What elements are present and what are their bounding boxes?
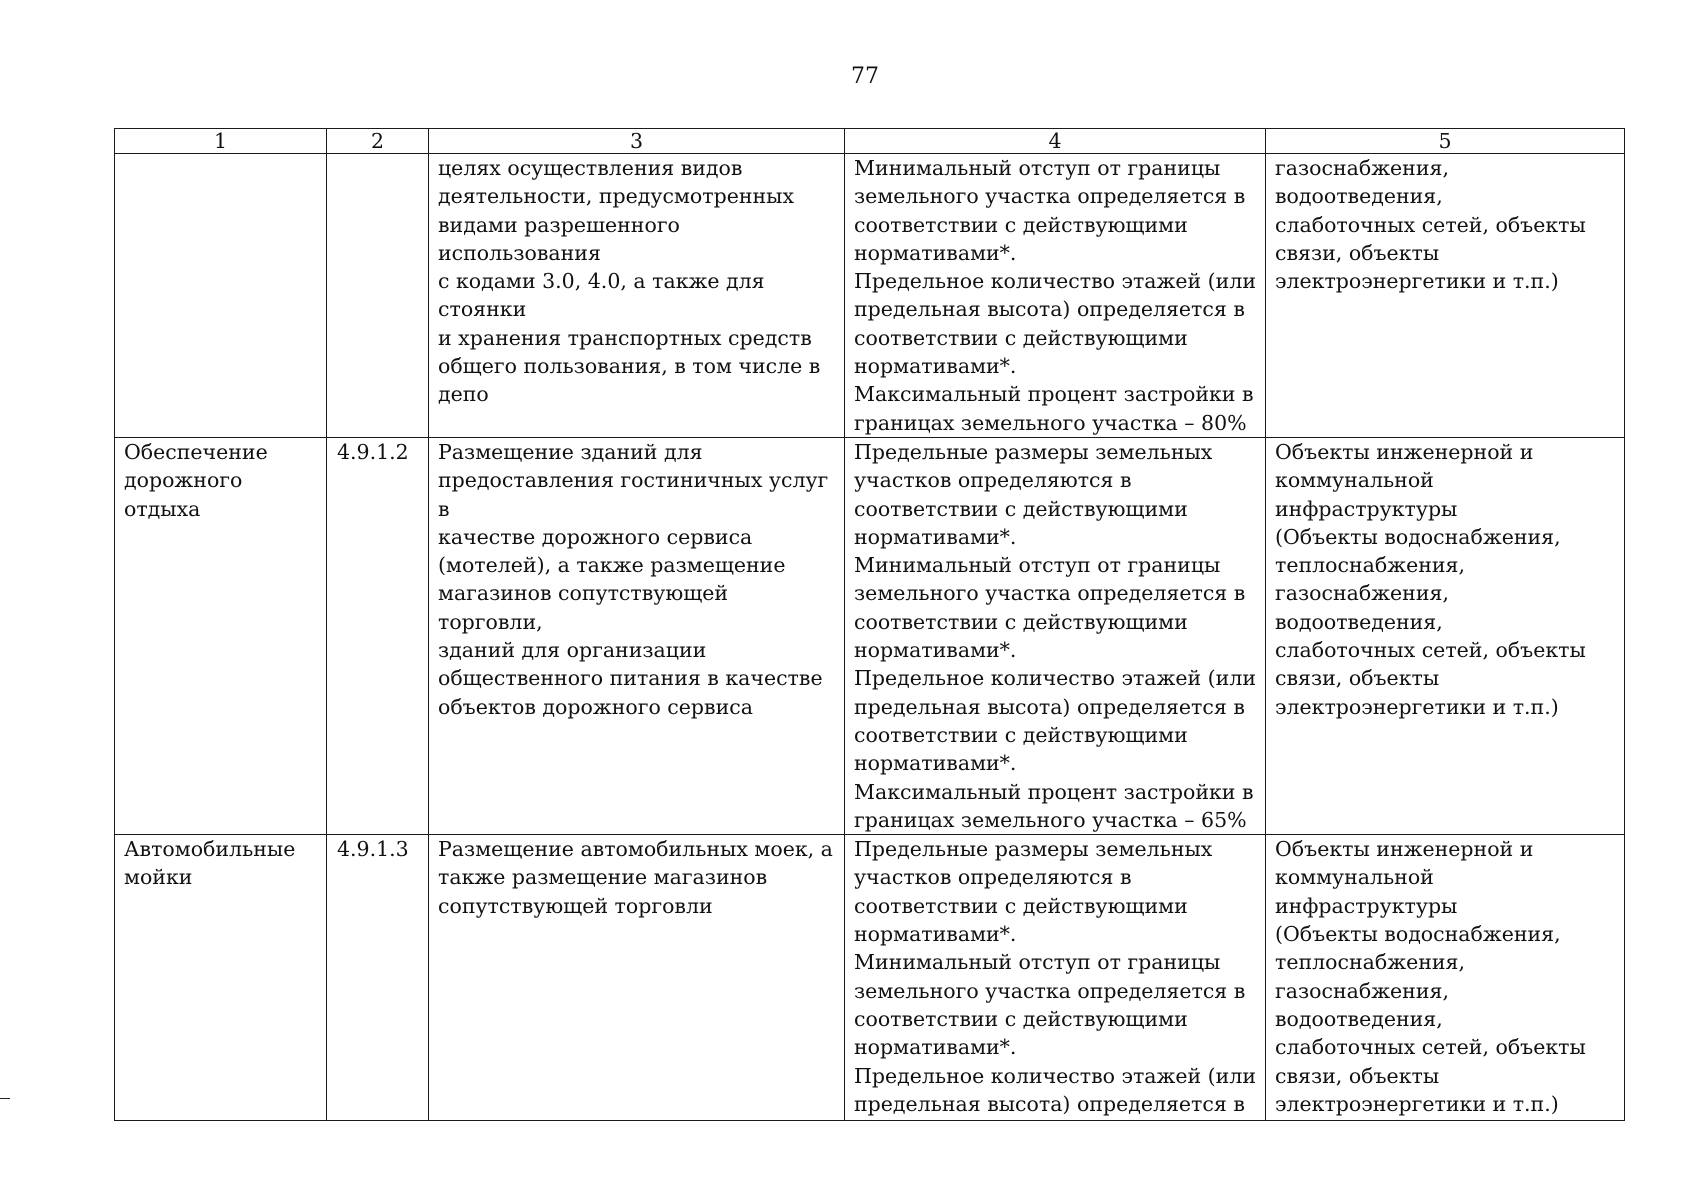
use-name-cell: [115, 154, 327, 438]
use-description-cell: Размещение зданий для предоставления гостиничных услуг в качестве дорожного сервиса (мотелей), а также размещение магазинов сопутствующей торговли, зданий для организации общественного питания в качестве объектов дорожного сервиса: [429, 438, 845, 835]
header-col-2: 2: [327, 129, 429, 154]
parameters-cell: Минимальный отступ от границы земельного участка определяется в соответствии с действующими нормативами*. Предельное количество этажей (или предельная высота) определяется в соответствии с действующими нормативами*. Максимальный процент застройки в границах земельного участка – 80%: [845, 154, 1266, 438]
use-name-cell: Обеспечение дорожного отдыха: [115, 438, 327, 835]
header-col-3: 3: [429, 129, 845, 154]
parameters-cell: Предельные размеры земельных участков определяются в соответствии с действующими нормативами*. Минимальный отступ от границы земельного участка определяется в соответствии с действующими нормативами*. Предельное количество этажей (или предельная высота) определяется в соответствии с действующими нормативами*. Максимальный процент застройки в границах земельного участка – 65%: [845, 438, 1266, 835]
header-col-4: 4: [845, 129, 1266, 154]
use-name-cell: Автомобильные мойки: [115, 835, 327, 1121]
infrastructure-cell: Объекты инженерной и коммунальной инфраструктуры (Объекты водоснабжения, теплоснабжения, газоснабжения, водоотведения, слаботочных сетей, объекты связи, объекты электроэнергетики и т.п.): [1266, 835, 1625, 1121]
use-description-cell: Размещение автомобильных моек, а также размещение магазинов сопутствующей торговли: [429, 835, 845, 1121]
use-description-cell: целях осуществления видов деятельности, предусмотренных видами разрешенного использования с кодами 3.0, 4.0, а также для стоянки и хранения транспортных средств общего пользования, в том числе в депо: [429, 154, 845, 438]
table-row: [115, 835, 1625, 1121]
header-col-1: 1: [115, 129, 327, 154]
page-number: 77: [851, 64, 879, 89]
table-row: [115, 438, 1625, 835]
header-row: [115, 129, 1625, 154]
margin-mark: [0, 1098, 10, 1099]
infrastructure-cell: газоснабжения, водоотведения, слаботочных сетей, объекты связи, объекты электроэнергетики и т.п.): [1266, 154, 1625, 438]
land-use-table: [114, 128, 1625, 1121]
header-col-5: 5: [1266, 129, 1625, 154]
use-code-cell: 4.9.1.2: [327, 438, 429, 835]
infrastructure-cell: Объекты инженерной и коммунальной инфраструктуры (Объекты водоснабжения, теплоснабжения, газоснабжения, водоотведения, слаботочных сетей, объекты связи, объекты электроэнергетики и т.п.): [1266, 438, 1625, 835]
use-code-cell: 4.9.1.3: [327, 835, 429, 1121]
use-code-cell: [327, 154, 429, 438]
parameters-cell: Предельные размеры земельных участков определяются в соответствии с действующими нормативами*. Минимальный отступ от границы земельного участка определяется в соответствии с действующими нормативами*. Предельное количество этажей (или предельная высота) определяется в: [845, 835, 1266, 1121]
table-row: [115, 154, 1625, 438]
